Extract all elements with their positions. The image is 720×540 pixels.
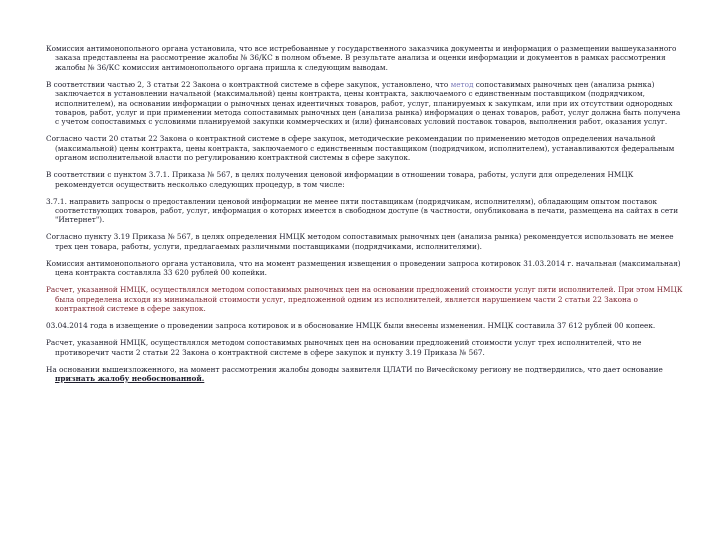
paragraph	[46, 321, 686, 330]
paragraph-text: Расчет, указанной НМЦК, осуществлялся методом сопоставимых рыночных цен на основании предложений стоимости услуг трех исполнителей, что не противоречит части 2 статьи 22 Закона о контрактной системе в сфере закупок и пункту 3.19 Приказа № 567.	[46, 338, 642, 357]
paragraph	[46, 170, 686, 189]
conclusion-text: признать жалобу необоснованной.	[55, 373, 205, 383]
paragraph	[46, 197, 686, 225]
paragraph-text: Комиссия антимонопольного органа установила, что все истребованные у государственного заказчика документы и информация о размещении вышеуказанного заказа представлены на рассмотрение жалобы № 36/КС в полном объеме. В результате анализа и оценки информации и документов в рамках рассмотрения жалобы № 36/КС комиссия антимонопольного органа пришла к следующим выводам.	[46, 44, 677, 72]
paragraph	[46, 285, 686, 313]
paragraph-text: сопоставимых рыночных цен (анализа рынка) заключается в установлении начальной (максимальной) цены контракта, цены контракта, заключаемого с единственным поставщиком (подрядчиком, исполнителем), на основании информации о рыночных ценах идентичных товаров, работ, услуг, планируемых к закупкам, или при их отсутствии однородных товаров, работ, услуг и при применении метода сопоставимых рыночных цен (анализа рынка) информация о ценах товаров, работ, услуг должна быть получена с учетом сопоставимых с условиями планируемой закупки коммерческих и (или) финансовых условий поставок товаров, выполнения работ, оказания услуг.	[55, 79, 681, 127]
paragraph	[46, 80, 686, 127]
paragraph	[46, 365, 686, 384]
paragraph	[46, 338, 686, 357]
paragraph-text: В соответствии частью 2, 3 статьи 22 Закона о контрактной системе в сфере закупок, установлено, что	[46, 79, 451, 89]
paragraph-text: Комиссия антимонопольного органа установила, что на момент размещения извещения о проведении запроса котировок 31.03.2014 г. начальная (максимальная) цена контракта составляла 33 620 рублей 00 копейки.	[46, 258, 681, 278]
paragraph-text: На основании вышеизложенного, на момент рассмотрения жалобы доводы заявителя ЦЛАТИ по Вичесйскому региону не подтвердились, что дает основание	[46, 364, 663, 374]
document-body	[46, 44, 686, 391]
paragraph	[46, 232, 686, 251]
paragraph-text: В соответствии с пунктом 3.7.1. Приказа № 567, в целях получения ценовой информации в отношении товара, работы, услуги для определения НМЦК рекомендуется осуществить несколько следующих процедур, в том числе:	[46, 170, 634, 189]
paragraph-text: Расчет, указанной НМЦК, осуществлялся методом сопоставимых рыночных цен на основании предложений стоимости услуг пяти исполнителей. При этом НМЦК была определена исходя из минимальной стоимости услуг, предложенной одним из исполнителей, является нарушением части 2 статьи 22 Закона о контрактной системе в сфере закупок.	[46, 285, 683, 314]
paragraph-text: 03.04.2014 года в извещение о проведении запроса котировок и в обоснование НМЦК были внесены изменения. НМЦК составила 37 612 рублей 00 копеек.	[46, 321, 656, 331]
paragraph	[46, 44, 686, 72]
paragraph-text: Согласно пункту 3.19 Приказа № 567, в целях определения НМЦК методом сопоставимых рыночных цен (анализа рынка) рекомендуется использовать не менее трех цен товара, работы, услуги, предлагаемых различными поставщиками (подрядчиками, исполнителями).	[46, 232, 674, 251]
text-link[interactable]: метод	[450, 79, 474, 89]
paragraph-text: 3.7.1. направить запросы о предоставлении ценовой информации не менее пяти поставщикам (подрядчикам, исполнителям), обладающим опытом поставок соответствующих товаров, работ, услуг, информация о которых имеется в свободном доступе (в частности, опубликована в печати, размещена на сайтах в сети "Интернет").	[46, 196, 679, 225]
paragraph	[46, 134, 686, 162]
paragraph	[46, 259, 686, 278]
paragraph-text: Согласно части 20 статьи 22 Закона о контрактной системе в сфере закупок, методические рекомендации по применению методов определения начальной (максимальной) цены контракта, цены контракта, заключаемого с единственным поставщиком (подрядчиком, исполнителем), устанавливаются федеральным органом исполнительной власти по регулированию контрактной системы в сфере закупок.	[46, 134, 675, 163]
